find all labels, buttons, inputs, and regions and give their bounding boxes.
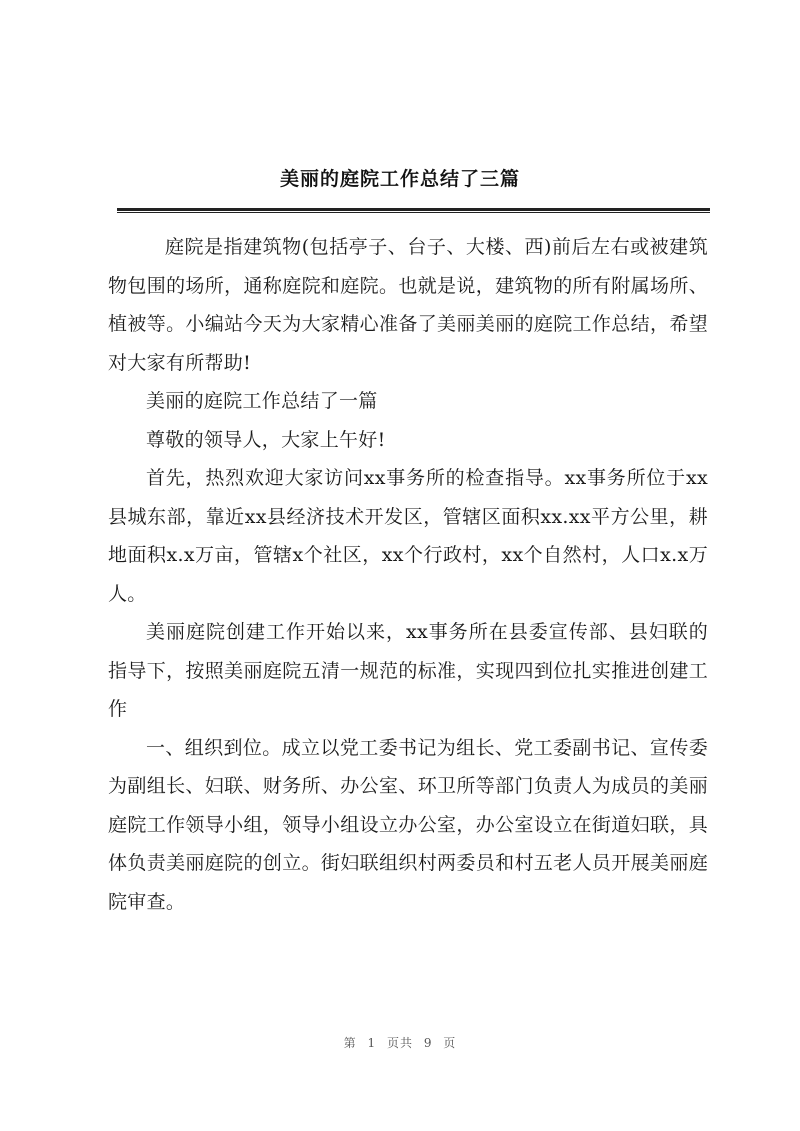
footer-middle: 页共 xyxy=(386,1036,413,1050)
footer-prefix: 第 xyxy=(343,1036,357,1050)
page-footer xyxy=(0,1034,800,1051)
body-paragraph: 首先，热烈欢迎大家访问xx事务所的检查指导。xx事务所位于xx县城东部，靠近xx县经济技术开发区，管辖区面积xx.xx平方公里，耕地面积x.x万亩，管辖x个社区，xx个行政村，xx个自然村，人口x.x万人。 xyxy=(108,467,708,605)
document-title: 美丽的庭院工作总结了三篇 xyxy=(279,168,520,190)
document-body xyxy=(108,228,708,921)
body-paragraph: 美丽庭院创建工作开始以来，xx事务所在县委宣传部、县妇联的指导下，按照美丽庭院五清一规范的标准，实现四到位扎实推进创建工作 xyxy=(108,621,708,720)
footer-total-pages: 9 xyxy=(423,1036,433,1050)
greeting-paragraph: 尊敬的领导人，大家上午好! xyxy=(146,428,386,451)
footer-suffix: 页 xyxy=(443,1036,457,1050)
intro-paragraph: 庭院是指建筑物(包括亭子、台子、大楼、西)前后左右或被建筑物包围的场所，通称庭院和庭院。也就是说，建筑物的所有附属场所、植被等。小编站今天为大家精心准备了美丽美丽的庭院工作总结，希望对大家有所帮助! xyxy=(108,236,708,374)
section-heading: 美丽的庭院工作总结了一篇 xyxy=(146,390,378,412)
title-divider xyxy=(117,208,710,213)
footer-page-number: 1 xyxy=(367,1036,377,1050)
body-paragraph: 一、组织到位。成立以党工委书记为组长、党工委副书记、宣传委为副组长、妇联、财务所、办公室、环卫所等部门负责人为成员的美丽庭院工作领导小组，领导小组设立办公室，办公室设立在街道妇联，具体负责美丽庭院的创立。街妇联组织村两委员和村五老人员开展美丽庭院审查。 xyxy=(108,736,708,913)
